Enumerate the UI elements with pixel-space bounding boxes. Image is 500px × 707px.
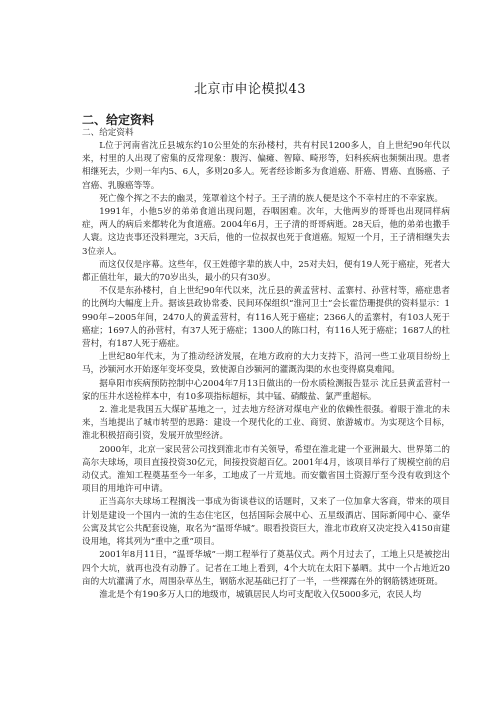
paragraph: 2000年，北京一家民营公司找到淮北市有关领导，希望在淮北建一个亚洲最大、世界第二的高尔夫球场，项目直接投资30亿元，间接投资超百亿。2001年4月，该项目举行了规模空前的启动仪式。淮知工程奠基至今一年多，工地成了一片荒地。而安徽省国土资源厅至今没有收到这个项目的用地许可申请。 <box>82 444 450 495</box>
document-title: 北京市申论模拟43 <box>193 82 307 97</box>
paragraph: 死亡像个挥之不去的幽灵，笼罩着这个村子。王子清的族人便是这个不幸村庄的不幸家族。 <box>99 193 443 204</box>
subheading: 二、给定资料 <box>82 128 134 138</box>
paragraph: 据阜阳市疾病预防控制中心2004年7月13日做出的一份水质检测报告显示 沈丘县黄孟营村一家的压井水送检样本中，有10多项指标超标，其中锰、硝酸盐、氯严重超标。 <box>82 378 450 402</box>
section-heading: 二、给定资料 <box>82 113 155 127</box>
paragraph: 上世纪80年代末，为了推动经济发展，在地方政府的大力支持下，沿河一些工业项目纷纷上马，沙颍河水开始逐年变坏变臭，致使源自沙颍河的灌溉沟渠的水也变得腐臭难闻。 <box>82 352 450 376</box>
paragraph: 2. 淮北是我国五大煤矿基地之一，过去地方经济对煤电产业的依赖性很强。着眼于淮北的未来，当地提出了城市转型的思路：建设一个现代化的工业、商贸、旅游城市。为实现这个目标，淮北积极招商引资，发展开放型经济。 <box>82 405 450 442</box>
paragraph: 不仅是东孙楼村，自上世纪90年代以来，沈丘县的黄孟营村、孟寨村、孙营村等，癌症患者的比例均大幅度上升。据该县政协常委、民间环保组织“淮河卫士”会长霍岱珊提供的资料显示：1990年~2005年间，2470人的黄孟营村，有116人死于癌症；2366人的孟寨村，有103人死于癌症；1697人的孙营村，有37人死于癌症；1300人的陈口村，有116人死于癌症；1687人的杜营村，有187人死于癌症。 <box>82 286 450 350</box>
paragraph: 2001年8月11日，“温哥华城”一期工程举行了奠基仪式。两个月过去了，工地上只是被挖出四个大坑，就再也没有动静了。记者在工地上看到，4个大坑在太阳下暴晒。其中一个占地近20亩的大坑灌满了水，周围杂草丛生，钢筋水泥基础已打了一半，一些裸露在外的钢筋锈迹斑斑。 <box>82 550 450 587</box>
paragraph: 1991年，小他5岁的弟弟食道出现问题，吞咽困难。次年，大他两岁的哥哥也出现同样病症，两人的病后来都转化为食道癌。2004年6月，王子清的哥哥病逝。28天后，他的弟弟也撒手人寰。这边丧事还没料理完，3天后，他的一位叔叔也死于食道癌。短短一个月，王子清相继失去3位亲人。 <box>82 207 450 257</box>
paragraph: 正当高尔夫球场工程搁浅一事成为街谈巷议的话题时，又来了一位加拿大客商，带来的项目计划是建设一个国内一流的生态住宅区，包括国际会展中心、五星级酒店、国际新闻中心、豪华公寓及其它公共配套设施，取名为“温哥华城”。眼看投资巨大，淮北市政府又决定投入4150亩建设用地，将其列为“重中之重”项目。 <box>82 497 450 548</box>
paragraph: 而这仅仅是序幕。这些年，仅王姓德字辈的族人中，25对夫妇，便有19人死于癌症，死者大都正值壮年，最大的70岁出头，最小的只有30岁。 <box>82 259 450 284</box>
document-body <box>82 127 450 602</box>
paragraph: L位于河南省沈丘县城东约10公里处的东孙楼村，共有村民1200多人，自上世纪90年代以来，村里的人出现了密集的反常现象：腹泻、偏瘫、智障、畸形等，妇科疾病也频频出现。患者相继死去，少则一年内5、6人，多则20多人。死者经诊断多为食道癌、肝癌、胃癌、直肠癌、子宫癌、乳腺癌等等。 <box>82 141 450 191</box>
paragraph: 淮北是个有190多万人口的地级市，城镇居民人均可支配收入仅5000多元，农民人均 <box>99 589 422 600</box>
